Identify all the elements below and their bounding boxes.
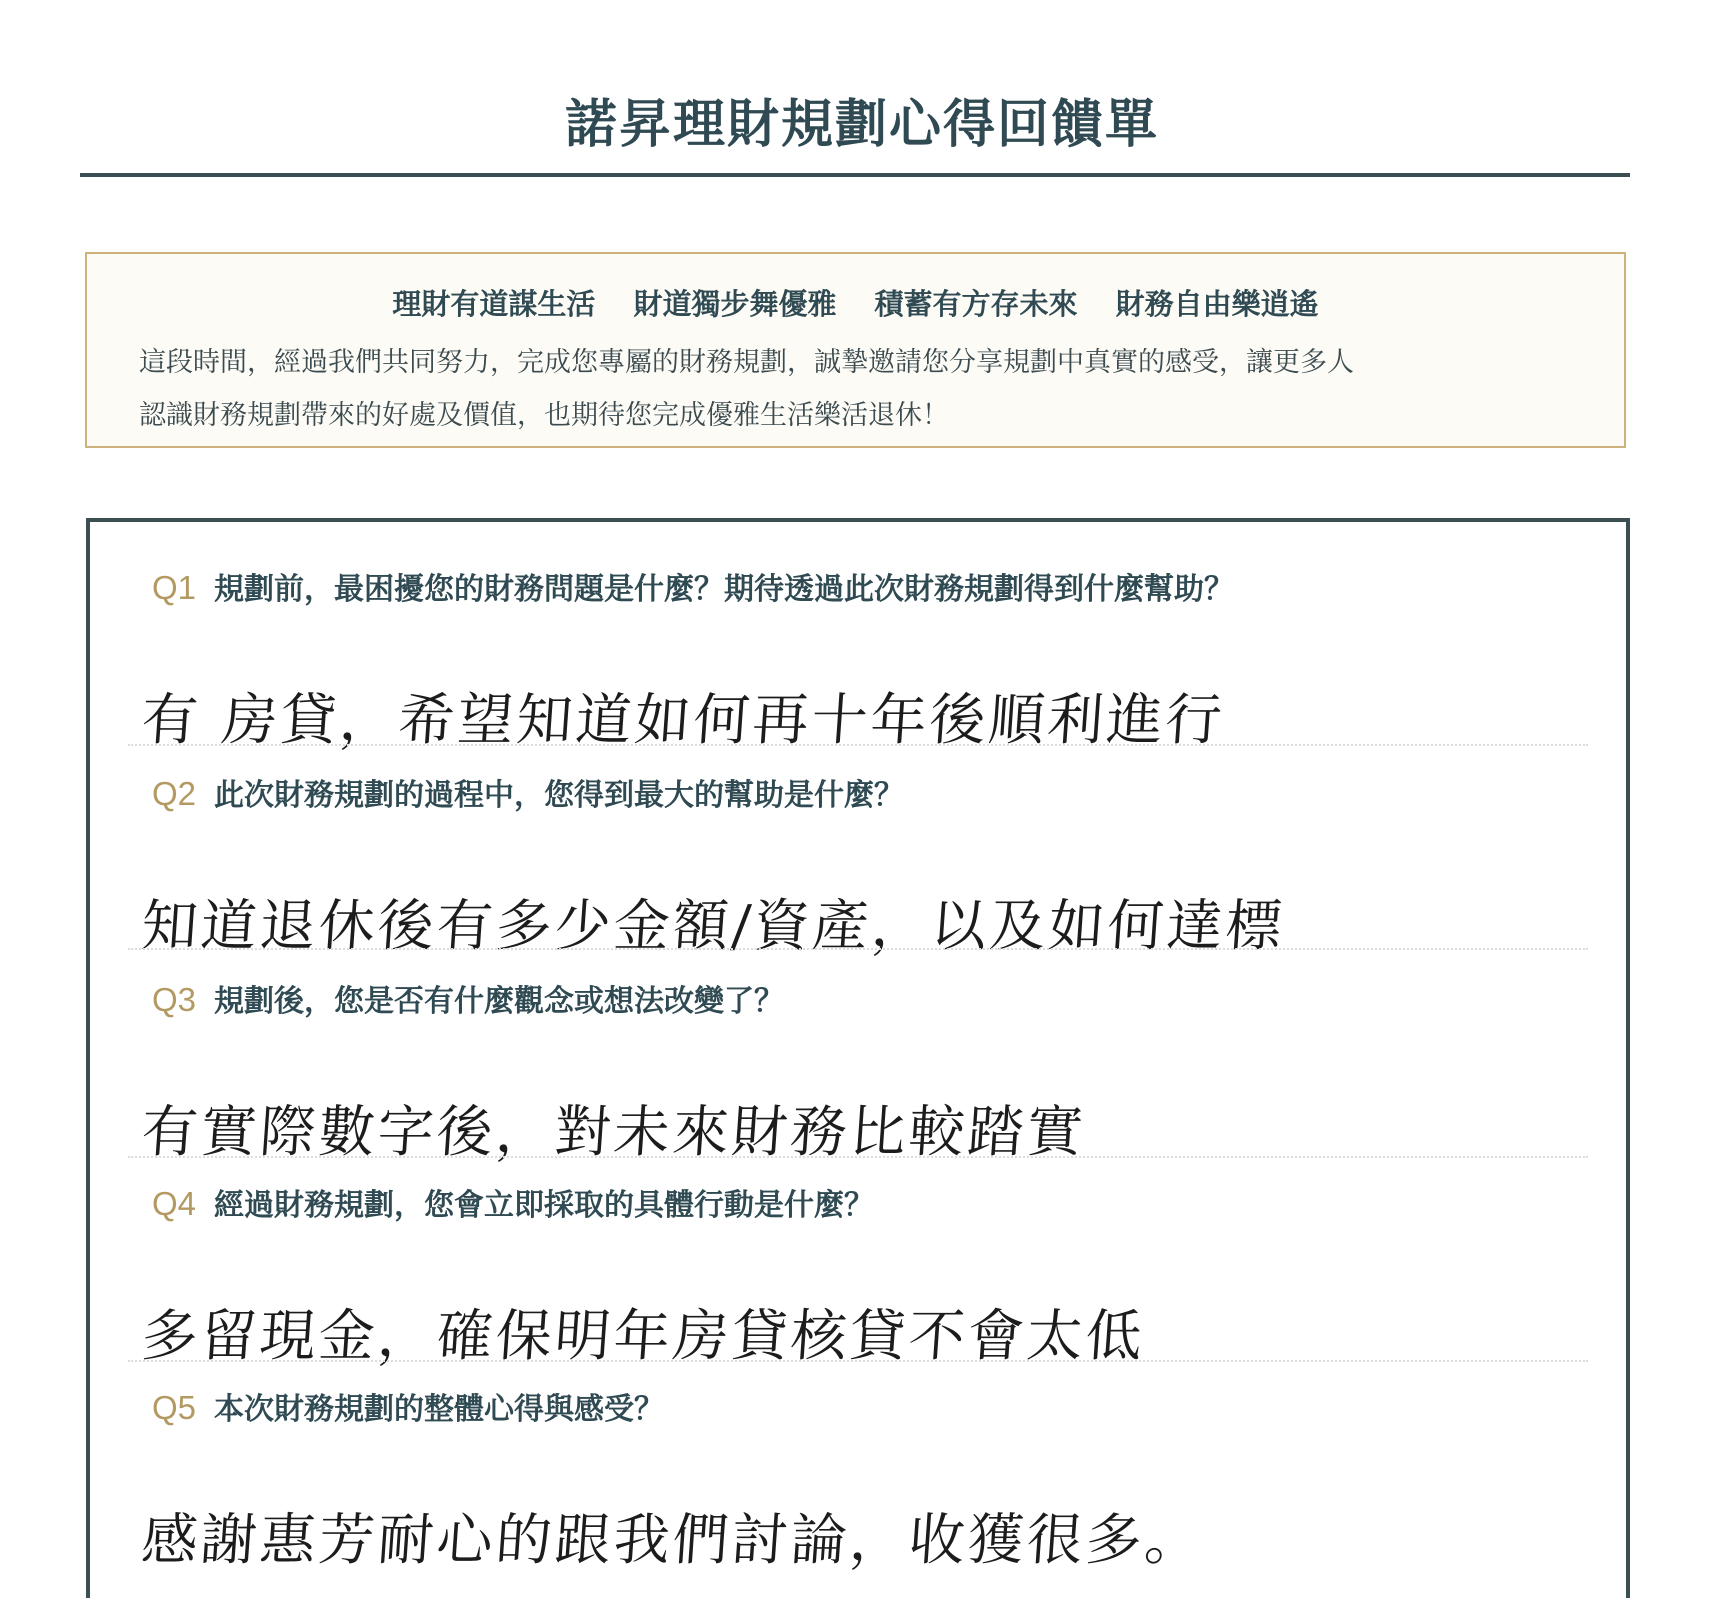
answer-q3: 有實際數字後，對未來財務比較踏實	[139, 1100, 1088, 1165]
question-text: 經過財務規劃，您會立即採取的具體行動是什麼？	[214, 1188, 875, 1223]
title-divider	[80, 173, 1630, 177]
intro-paragraph-line-1: 這段時間，經過我們共同努力，完成您專屬的財務規劃，誠摯邀請您分享規劃中真實的感受，讓更多人	[139, 347, 1354, 378]
question-text: 此次財務規劃的過程中，您得到最大的幫助是什麼？	[214, 778, 905, 813]
question-q3	[152, 976, 784, 1020]
intro-paragraph-line-2: 認識財務規劃帶來的好處及價值，也期待您完成優雅生活樂活退休！	[139, 400, 949, 431]
answer-q4: 多留現金，確保明年房貸核貸不會太低	[139, 1304, 1147, 1369]
question-q5	[152, 1384, 664, 1428]
question-number: Q3	[152, 981, 197, 1018]
question-number: Q5	[152, 1389, 197, 1426]
form-title: 諾昇理財規劃心得回饋單	[564, 95, 1159, 155]
questionnaire-box	[86, 518, 1630, 1598]
question-q2	[152, 770, 904, 814]
answer-q5: 感謝惠芳耐心的跟我們討論，收獲很多。	[139, 1508, 1206, 1573]
question-text: 本次財務規劃的整體心得與感受？	[214, 1392, 665, 1427]
intro-slogan: 理財有道謀生活 財道獨步舞優雅 積蓄有方存未來 財務自由樂逍遙	[392, 287, 1319, 321]
answer-line	[128, 1156, 1588, 1158]
intro-box	[85, 252, 1626, 448]
question-number: Q1	[152, 569, 197, 606]
answer-line	[128, 1360, 1588, 1362]
question-text: 規劃前，最困擾您的財務問題是什麼？期待透過此次財務規劃得到什麼幫助？	[214, 572, 1235, 607]
answer-line	[128, 948, 1588, 950]
question-q1	[152, 564, 1234, 608]
answer-q1: 有 房貸，希望知道如何再十年後順利進行	[139, 688, 1227, 753]
question-number: Q4	[152, 1185, 197, 1222]
answer-q2: 知道退休後有多少金額/資產，以及如何達標	[139, 894, 1287, 959]
question-text: 規劃後，您是否有什麼觀念或想法改變了？	[214, 984, 785, 1019]
intro-paragraph	[139, 336, 1599, 442]
question-q4	[152, 1180, 874, 1224]
question-number: Q2	[152, 775, 197, 812]
answer-line	[128, 744, 1588, 746]
